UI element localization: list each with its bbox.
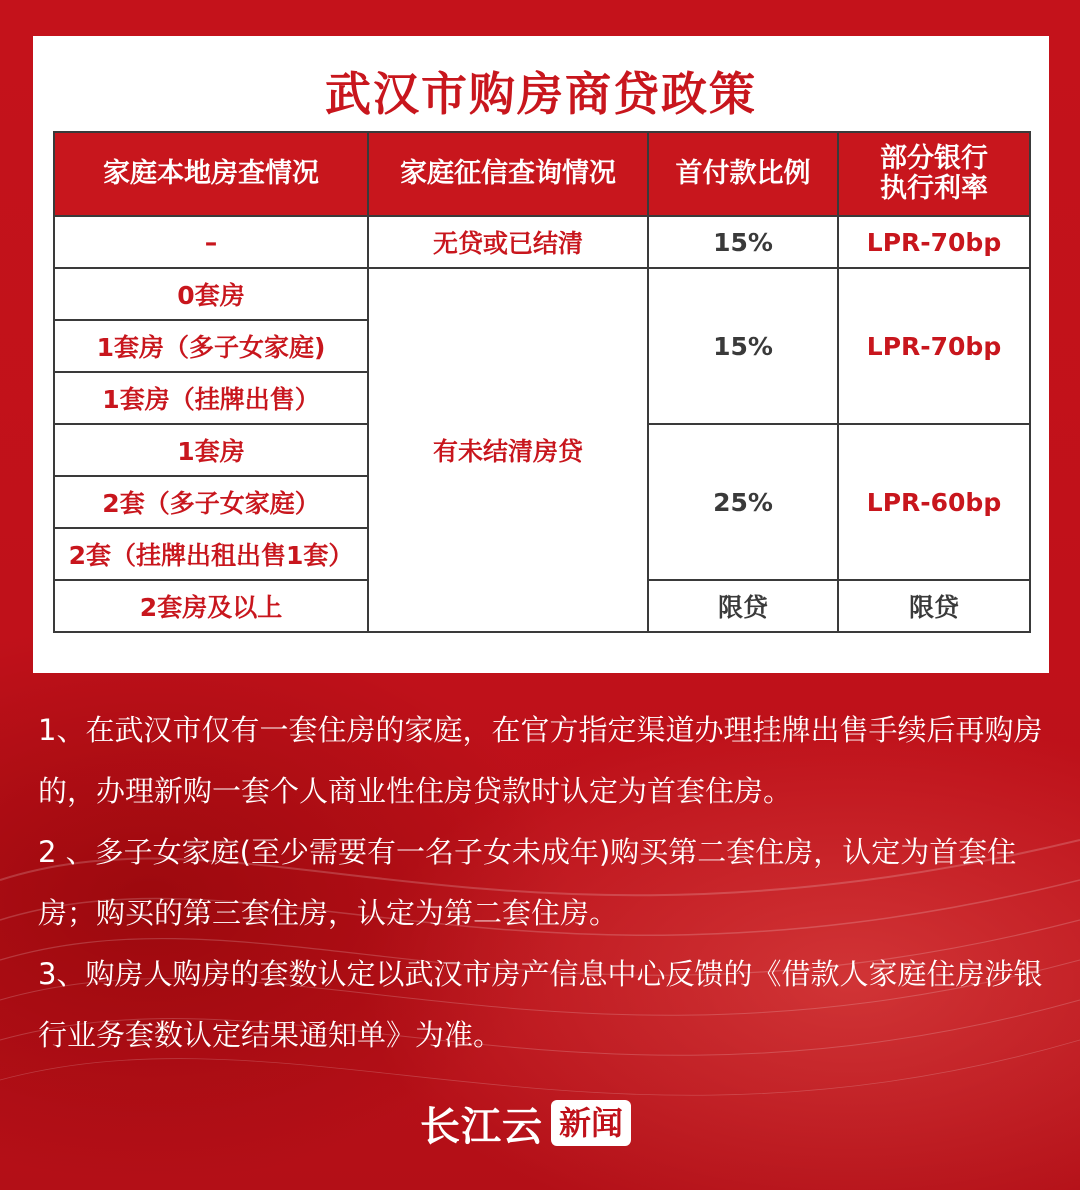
- cell-down-payment: 15%: [648, 216, 838, 268]
- cell-local: 0套房: [54, 268, 368, 320]
- policy-notes: [38, 700, 1048, 1066]
- cell-down-payment: 限贷: [648, 580, 838, 632]
- cell-local: 2套（多子女家庭）: [54, 476, 368, 528]
- cell-local: 2套房及以上: [54, 580, 368, 632]
- header-local-housing: 家庭本地房查情况: [54, 132, 368, 216]
- cell-credit: 无贷或已结清: [368, 216, 648, 268]
- logo-main-text: 长江云: [420, 1103, 543, 1150]
- header-credit-check: 家庭征信查询情况: [368, 132, 648, 216]
- cell-credit-outstanding: 有未结清房贷: [368, 268, 648, 632]
- table-header-row: [54, 132, 1030, 216]
- policy-table: [53, 131, 1031, 633]
- note-item: 2 、多子女家庭(至少需要有一名子女未成年)购买第二套住房，认定为首套住房；购买的第三套住房，认定为第二套住房。: [38, 835, 1017, 930]
- cell-local: 1套房（挂牌出售）: [54, 372, 368, 424]
- note-item: 3、购房人购房的套数认定以武汉市房产信息中心反馈的《借款人家庭住房涉银行业务套数认定结果通知单》为准。: [38, 957, 1043, 1052]
- table-row: [54, 216, 1030, 268]
- policy-card: [33, 36, 1049, 673]
- page-title: 武汉市购房商贷政策: [325, 67, 757, 121]
- header-interest-rate: 部分银行执行利率: [838, 132, 1030, 216]
- header-down-payment: 首付款比例: [648, 132, 838, 216]
- cell-rate: LPR-60bp: [838, 424, 1030, 580]
- cell-down-payment: 15%: [648, 268, 838, 424]
- cell-local: 1套房（多子女家庭): [54, 320, 368, 372]
- brand-logo: [420, 1098, 631, 1148]
- cell-local: 1套房: [54, 424, 368, 476]
- cell-rate: LPR-70bp: [838, 216, 1030, 268]
- logo-news-badge: 新闻: [551, 1100, 631, 1146]
- cell-local: –: [54, 216, 368, 268]
- cell-rate: 限贷: [838, 580, 1030, 632]
- table-row: [54, 268, 1030, 320]
- cell-rate: LPR-70bp: [838, 268, 1030, 424]
- cell-local: 2套（挂牌出租出售1套）: [54, 528, 368, 580]
- note-item: 1、在武汉市仅有一套住房的家庭，在官方指定渠道办理挂牌出售手续后再购房的，办理新购一套个人商业性住房贷款时认定为首套住房。: [38, 713, 1043, 808]
- cell-down-payment: 25%: [648, 424, 838, 580]
